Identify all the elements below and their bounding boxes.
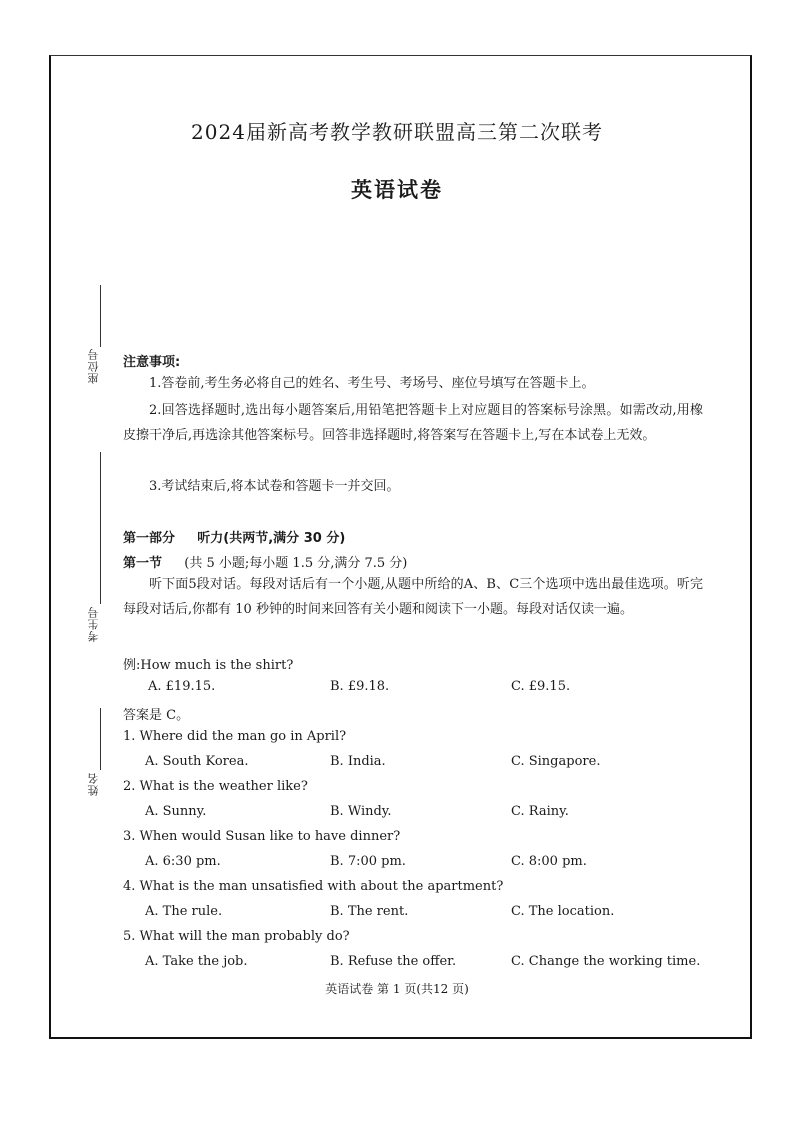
question-2-option-a: A. Sunny. xyxy=(145,804,207,819)
exam-subject-title: 英语试卷 xyxy=(351,178,443,202)
notice-item-1: 1.答卷前,考生务必将自己的姓名、考生号、考场号、座位号填写在答题卡上。 xyxy=(149,376,595,391)
seat-number-line[interactable] xyxy=(100,285,101,347)
notice-heading: 注意事项: xyxy=(123,355,181,370)
name-line[interactable] xyxy=(100,708,101,770)
part1-heading: 第一部分 xyxy=(123,531,176,546)
question-5-option-a: A. Take the job. xyxy=(145,954,248,969)
name-label: 姓名 xyxy=(87,772,100,796)
question-4-option-b: B. The rent. xyxy=(330,904,409,919)
example-question: 例:How much is the shirt? xyxy=(123,658,294,673)
example-option-a: A. £19.15. xyxy=(148,679,216,694)
question-1-option-b: B. India. xyxy=(330,754,386,769)
part1-heading-row xyxy=(123,527,345,546)
question-5-option-c: C. Change the working time. xyxy=(511,954,701,969)
question-3-option-a: A. 6:30 pm. xyxy=(145,854,221,869)
listening-instructions: 听下面5段对话。每段对话后有一个小题,从题中所给的A、B、C三个选项中选出最佳选项。听完每段对话后,你都有 10 秒钟的时间来回答有关小题和阅读下一小题。每段对话仅读一遍。 xyxy=(123,577,703,617)
exam-id-label: 考生号 xyxy=(87,606,100,642)
question-3-option-b: B. 7:00 pm. xyxy=(330,854,406,869)
question-2-option-c: C. Rainy. xyxy=(511,804,569,819)
question-1: 1. Where did the man go in April? xyxy=(123,729,347,744)
example-answer: 答案是 C。 xyxy=(123,708,190,723)
exam-title: 2024届新高考教学教研联盟高三第二次联考 xyxy=(191,120,603,144)
section1-heading: 第一节 xyxy=(123,556,163,571)
page-footer: 英语试卷 第 1 页(共12 页) xyxy=(325,982,469,996)
question-2: 2. What is the weather like? xyxy=(123,779,308,794)
notice-item-2: 2.回答选择题时,选出每小题答案后,用铅笔把答题卡上对应题目的答案标号涂黑。如需改动,用橡皮擦干净后,再选涂其他答案标号。回答非选择题时,将答案写在答题卡上,写在本试卷上无效。 xyxy=(123,403,703,443)
question-2-option-b: B. Windy. xyxy=(330,804,392,819)
example-option-c: C. £9.15. xyxy=(511,679,571,694)
notice-item-3: 3.考试结束后,将本试卷和答题卡一并交回。 xyxy=(149,479,400,494)
question-5-option-b: B. Refuse the offer. xyxy=(330,954,457,969)
question-3-option-c: C. 8:00 pm. xyxy=(511,854,587,869)
seat-number-label: 座位号 xyxy=(87,348,100,384)
question-5: 5. What will the man probably do? xyxy=(123,929,350,944)
question-4-option-a: A. The rule. xyxy=(145,904,223,919)
question-1-option-c: C. Singapore. xyxy=(511,754,601,769)
example-option-b: B. £9.18. xyxy=(330,679,390,694)
question-3: 3. When would Susan like to have dinner? xyxy=(123,829,401,844)
section1-detail: (共 5 小题;每小题 1.5 分,满分 7.5 分) xyxy=(184,556,408,571)
question-4: 4. What is the man unsatisfied with about the apartment? xyxy=(123,879,504,894)
question-4-option-c: C. The location. xyxy=(511,904,615,919)
question-1-option-a: A. South Korea. xyxy=(145,754,249,769)
exam-id-line[interactable] xyxy=(100,452,101,604)
section1-heading-row xyxy=(123,552,407,571)
part1-heading-detail: 听力(共两节,满分 30 分) xyxy=(197,531,346,546)
